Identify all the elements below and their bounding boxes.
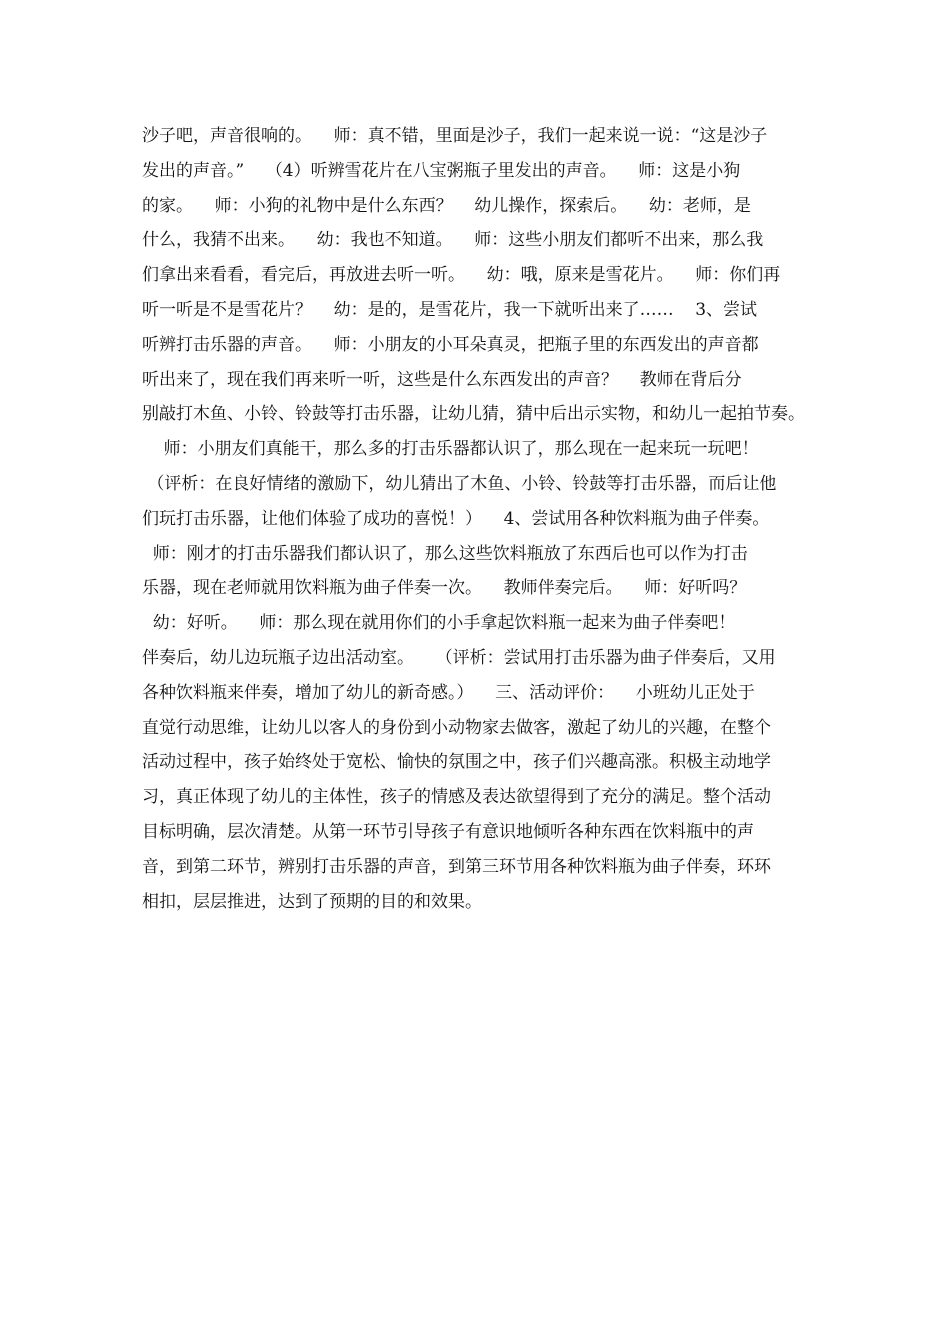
- text-line: 发出的声音。” （4）听辨雪花片在八宝粥瓶子里发出的声音。 师：这是小狗: [142, 160, 741, 181]
- text-line: 师：小朋友们真能干，那么多的打击乐器都认识了，那么现在一起来玩一玩吧！: [142, 439, 759, 460]
- text-line: 什么，我猜不出来。 幼：我也不知道。 师：这些小朋友们都听不出来，那么我: [142, 230, 764, 251]
- text-line: 习，真正体现了幼儿的主体性，孩子的情感及表达欲望得到了充分的满足。整个活动: [142, 787, 771, 808]
- text-line: 音，到第二环节，辨别打击乐器的声音，到第三环节用各种饮料瓶为曲子伴奏，环环: [142, 856, 771, 877]
- text-line: 们玩打击乐器，让他们体验了成功的喜悦！） 4、尝试用各种饮料瓶为曲子伴奏。: [142, 508, 770, 529]
- text-line: 听出来了，现在我们再来听一听，这些是什么东西发出的声音？ 教师在背后分: [142, 369, 742, 390]
- text-line: 幼：好听。 师：那么现在就用你们的小手拿起饮料瓶一起来为曲子伴奏吧！: [142, 613, 736, 634]
- text-line: （评析：在良好情绪的激励下，幼儿猜出了木鱼、小铃、铃鼓等打击乐器，而后让他: [142, 473, 777, 494]
- text-line: 活动过程中，孩子始终处于宽松、愉快的氛围之中，孩子们兴趣高涨。积极主动地学: [142, 752, 771, 773]
- text-line: 目标明确，层次清楚。从第一环节引导孩子有意识地倾听各种东西在饮料瓶中的声: [142, 821, 754, 842]
- text-line: 的家。 师：小狗的礼物中是什么东西？ 幼儿操作，探索后。 幼：老师，是: [142, 195, 751, 216]
- text-line: 听辨打击乐器的声音。 师：小朋友的小耳朵真灵，把瓶子里的东西发出的声音都: [142, 334, 759, 355]
- text-line: 听一听是不是雪花片？ 幼：是的，是雪花片，我一下就听出来了…… 3、尝试: [142, 299, 758, 320]
- text-line: 相扣，层层推进，达到了预期的目的和效果。: [142, 891, 482, 912]
- text-line: 直觉行动思维，让幼儿以客人的身份到小动物家去做客，激起了幼儿的兴趣，在整个: [142, 717, 771, 738]
- text-line: 沙子吧，声音很响的。 师：真不错，里面是沙子，我们一起来说一说：“这是沙子: [142, 126, 768, 146]
- text-line: 乐器，现在老师就用饮料瓶为曲子伴奏一次。 教师伴奏完后。 师：好听吗？: [142, 578, 747, 599]
- text-line: 各种饮料瓶来伴奏，增加了幼儿的新奇感。） 三、活动评价： 小班幼儿正处于: [142, 682, 755, 703]
- text-line: 伴奏后，幼儿边玩瓶子边出活动室。 （评析：尝试用打击乐器为曲子伴奏后，又用: [142, 647, 776, 668]
- text-line: 们拿出来看看，看完后，再放进去听一听。 幼：哦，原来是雪花片。 师：你们再: [142, 265, 781, 286]
- text-line: 师：刚才的打击乐器我们都认识了，那么这些饮料瓶放了东西后也可以作为打击: [142, 543, 748, 564]
- text-line: 别敲打木鱼、小铃、铃鼓等打击乐器，让幼儿猜，猜中后出示实物，和幼儿一起拍节奏。: [142, 404, 805, 425]
- body-text: [142, 119, 812, 919]
